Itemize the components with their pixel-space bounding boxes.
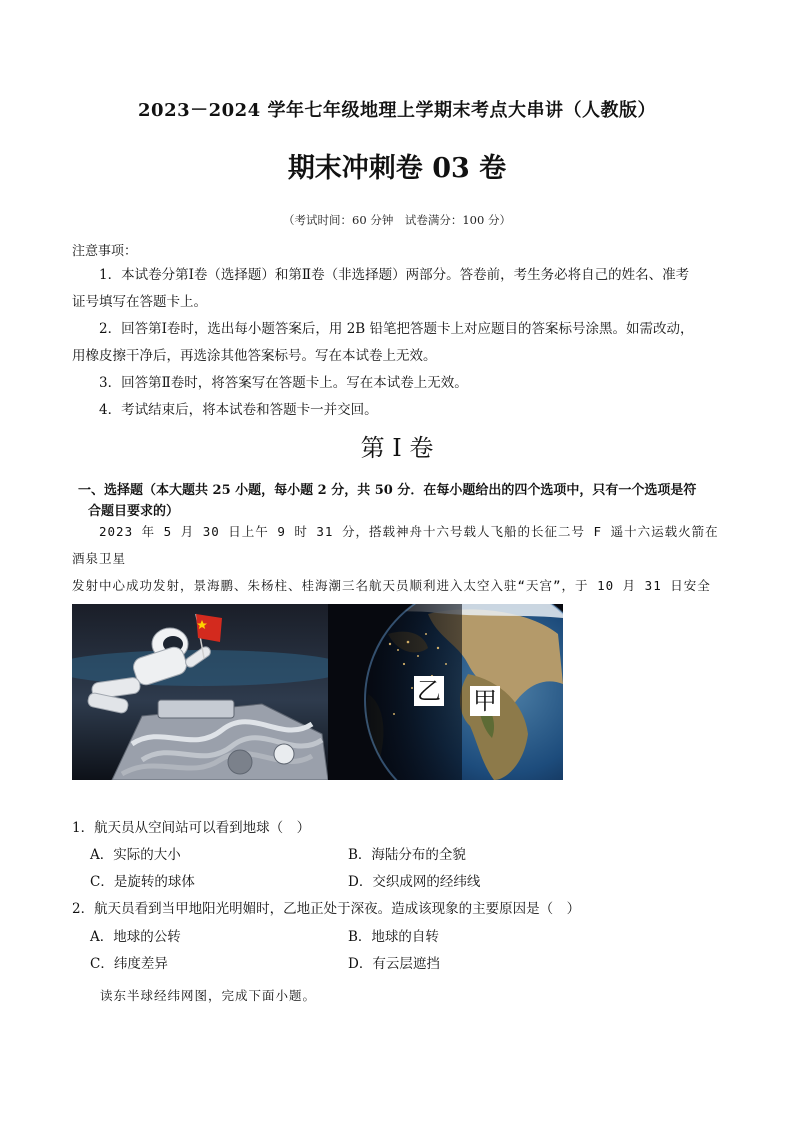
question-1-option-d: D．交织成网的经纬线 xyxy=(348,874,481,890)
question-2-option-d: D．有云层遮挡 xyxy=(348,956,440,972)
passage-line-1: 2023 年 5 月 30 日上午 9 时 31 分，搭载神舟十六号载人飞船的长征二号 F 遥十六运载火箭在酒泉卫星 xyxy=(72,524,719,566)
question-2-option-a: A．地球的公转 xyxy=(90,929,181,945)
label-yi: 乙 xyxy=(414,676,444,706)
passage-line-2: 发射中心成功发射，景海鹏、朱杨柱、桂海潮三名航天员顺利进入太空入驻“天宫”，于 10 月 31 日安全 xyxy=(72,578,711,593)
question-2-option-b: B．地球的自转 xyxy=(348,929,439,945)
label-jia: 甲 xyxy=(470,686,500,716)
question-1-option-a: A．实际的大小 xyxy=(90,847,181,863)
notice-heading: 注意事项： xyxy=(72,244,138,259)
notice-item-1-cont: 证号填写在答题卡上。 xyxy=(72,294,207,310)
notice-item-2: 2．回答第Ⅰ卷时，选出每小题答案后，用 2B 铅笔把答题卡上对应题目的答案标号涂黑。如需改动， xyxy=(99,321,694,337)
notice-item-1-line-1: 1．本试卷分第Ⅰ卷（选择题）和第Ⅱ卷（非选择题）两部分。答卷前，考生务必将自己的姓名、准考 xyxy=(99,267,690,283)
section-heading-line-1: 一、选择题（本大题共 25 小题，每小题 2 分，共 50 分．在每小题给出的四个选项中，只有一个选项是符 xyxy=(78,483,697,498)
notice-item-4: 4．考试结束后，将本试卷和答题卡一并交回。 xyxy=(99,402,378,418)
next-question-intro: 读东半球经纬网图，完成下面小题。 xyxy=(100,988,317,1003)
question-1-option-b: B．海陆分布的全貌 xyxy=(348,847,466,863)
question-1-option-c: C．是旋转的球体 xyxy=(90,874,195,890)
section-heading xyxy=(78,480,728,522)
astronaut-and-earth-figure xyxy=(72,604,563,780)
question-1-stem: 1．航天员从空间站可以看到地球（ ） xyxy=(72,820,311,836)
section-heading-line-2: 合题目要求的） xyxy=(88,504,180,519)
question-2-option-c: C．纬度差异 xyxy=(90,956,168,972)
paper-header-title: 2023－2024 学年七年级地理上学期末考点大串讲（人教版） xyxy=(138,100,656,121)
earth-photo xyxy=(328,604,563,780)
notice-item-3: 3．回答第Ⅱ卷时，将答案写在答题卡上。写在本试卷上无效。 xyxy=(99,375,468,391)
astronaut-photo xyxy=(72,604,350,780)
section-title: 第 I 卷 xyxy=(360,434,434,462)
question-2-stem: 2．航天员看到当甲地阳光明媚时，乙地正处于深夜。造成该现象的主要原因是（ ） xyxy=(72,901,581,917)
notice-item-1 xyxy=(72,262,724,289)
notice-item-2-cont: 用橡皮擦干净后，再选涂其他答案标号。写在本试卷上无效。 xyxy=(72,348,437,364)
exam-info: （考试时间：60 分钟 试卷满分：100 分） xyxy=(283,213,511,227)
paper-main-title: 期末冲刺卷 03 卷 xyxy=(287,153,507,184)
